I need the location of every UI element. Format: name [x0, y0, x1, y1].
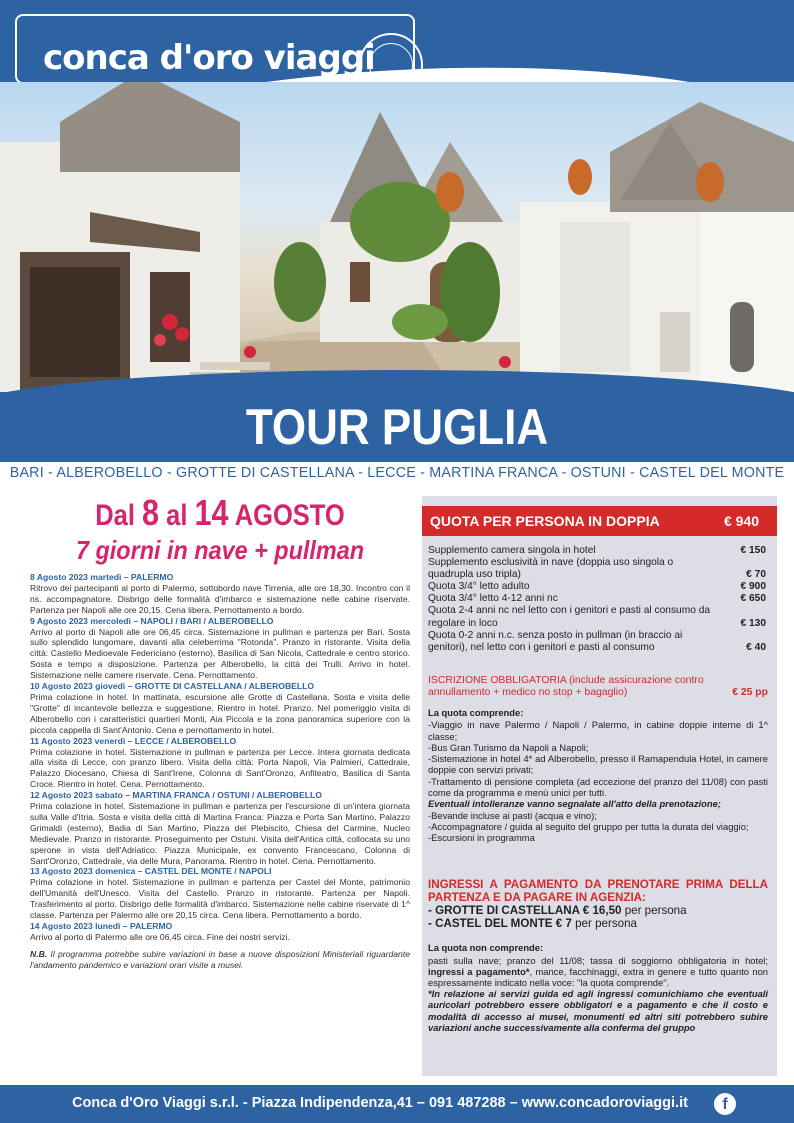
- note-label: N.B.: [30, 948, 48, 959]
- excluded-footnote: *In relazione ai servizi guida ed agli ingressi comunichiamo che eventuali auricolari potrebbero essere obbligatori e a pagamento e che il costo e modalità di accesso ai musei, monumenti ed altri siti potrebbero subire variazioni anche successivamente alla conferma del gruppo: [428, 988, 768, 1033]
- excluded-text-1: pasti sulla nave; pranzo del 11/08; tassa di soggiorno obbligatoria in hotel;: [428, 955, 768, 967]
- dates-month: AGOSTO: [228, 499, 345, 532]
- included-heading: La quota comprende:: [428, 707, 524, 718]
- entrance-item: [428, 904, 768, 917]
- supplement-desc: Quota 3/4° letto adulto: [428, 581, 530, 593]
- supplement-row: [428, 557, 766, 581]
- entrance-suffix: per persona: [571, 917, 637, 931]
- entrance-name: - CASTEL DEL MONTE € 7: [428, 917, 572, 931]
- entrance-item: [428, 917, 768, 930]
- disclaimer-note: [30, 949, 410, 971]
- trip-subtitle: 7 giorni in nave + pullman: [75, 535, 365, 565]
- day-text: Prima colazione in hotel. In mattinata, escursione alle Grotte di Castellana. Sosta e visita delle "Grotte" di incantevole bellezza e suggestione. Rientro in hotel. Pranzo. Nel pomeriggio visita di Alberobello con i caratteristici quartieri Monti, Aia Piccola e la zona panoramica superiore con la piccola cappella di Sant'Antonio. Cena e pernottamento in hotel.: [30, 691, 410, 735]
- itinerary: [30, 572, 410, 971]
- supplement-price: € 650: [740, 593, 766, 605]
- entrances-heading: INGRESSI A PAGAMENTO DA PRENOTARE PRIMA DELLA PARTENZA E DA PAGARE IN AGENZIA:: [428, 878, 768, 904]
- entrance-suffix: per persona: [621, 904, 687, 917]
- itinerary-day: [30, 616, 410, 681]
- itinerary-day: [30, 866, 410, 921]
- included-item: -Bevande incluse ai pasti (acqua e vino);: [428, 809, 597, 821]
- included-item: -Sistemazione in hotel 4* ad Alberobello, presso il Ramapendula Hotel, in camere doppie con servizi privati;: [428, 753, 768, 776]
- supplement-desc: Quota 3/4° letto 4-12 anni nc: [428, 593, 558, 605]
- main-price-value: € 940: [724, 513, 760, 529]
- included-item: -Accompagnatore / guida al seguito del gruppo per tutta la durata del viaggio;: [428, 820, 749, 832]
- footer: [0, 1085, 794, 1123]
- day-text: Arrivo al porto di Palermo alle ore 06,45 circa. Fine dei nostri servizi.: [30, 931, 290, 942]
- paid-entrances: [428, 878, 768, 931]
- tour-title: TOUR PUGLIA: [245, 399, 549, 455]
- dates-start: 8: [142, 492, 160, 533]
- supplement-desc: Supplemento esclusività in nave (doppia uso singola o quadrupla uso tripla): [428, 557, 674, 581]
- intolerance-note: Eventuali intolleranze vanno segnalate all'atto della prenotazione;: [428, 798, 721, 810]
- supplement-price: € 900: [740, 581, 766, 593]
- hero-photo: [0, 82, 794, 400]
- note-text: Il programma potrebbe subire variazioni in base a nuove disposizioni Ministeriali riguardante l'andamento pandemico e variazioni orari visite a musei.: [30, 948, 410, 970]
- dates-heading: [59, 492, 382, 534]
- included-item: -Bus Gran Turismo da Napoli a Napoli;: [428, 741, 589, 753]
- day-text: Prima colazione in hotel. Sistemazione in pullman e partenza per Castel del Monte, patrimonio dell'Umanità dell'Unesco. Visita del Castello. Pranzo in ristorante. Partenza per Napoli. Trasferimento al porto. Disbrigo delle formalità d'imbarco. Sistemazione nelle cabine riservate di 1^ classe. Partenza per Palermo alle ore 20,15 circa. Cena libera. Pernottamento a bordo.: [30, 877, 410, 921]
- itinerary-day: [30, 572, 410, 616]
- dates-pre: Dal: [95, 499, 143, 532]
- itinerary-day: [30, 921, 410, 943]
- excluded-section: [428, 942, 768, 1033]
- supplement-price: € 70: [746, 569, 766, 581]
- excluded-heading: La quota non comprende:: [428, 942, 544, 953]
- entrance-name: - GROTTE DI CASTELLANA € 16,50: [428, 904, 622, 917]
- day-text: Prima colazione in hotel. Sistemazione in pullman e partenza per l'escursione di un'intera giornata sulla Valle d'Itria. Sosta e visita della città di Martina Franca: Piazza e Porta San Martino, Palazzo Grimaldi (esterno), Badia di San Martino, Piazza del Plebiscito, Chiesa del Carmine, Nucleo Medievale. Pranzo in ristorante. Proseguimento per Ostuni. Visita dell'Antica città, collocata su uno sperone in vista dell'Adriatico: Piazza Municipale, ex convento Francescano, Colonna di Sant'Oronzo, Cattedrale, via delle Mura, Panorama. Rientro in hotel. Cena. Pernottamento.: [30, 801, 410, 866]
- supplement-price: € 130: [740, 617, 766, 629]
- day-title: 12 Agosto 2023 sabato – MARTINA FRANCA / OSTUNI / ALBEROBELLO: [30, 790, 322, 801]
- day-text: Arrivo al porto di Napoli alle ore 06,45 circa. Sistemazione in pullman e partenza per Bari. Sosta sullo splendido lungomare, davanti alla celeberrima "Rotonda". Pranzo in ristorante. Visita della città: Castello Medioevale Federiciano (esterno), Basilica di San Nicola, Cattedrale e centro storico. Sosta e tempo a disposizione. Partenza per Alberobello, la città dei Trulli. Arrivo in hotel. Sistemazione nelle camere riservate. Cena. Pernottamento.: [30, 626, 410, 681]
- day-title: 14 Agosto 2023 lunedì – PALERMO: [30, 921, 173, 931]
- insurance-price: € 25 pp: [732, 687, 768, 698]
- supplement-row: [428, 593, 766, 605]
- included-item: -Viaggio in nave Palermo / Napoli / Palermo, in cabine doppie interne di 1^ classe;: [428, 719, 768, 742]
- excluded-text-2: , mance, facchinaggi, extra in genere e tutto quanto non espressamente indicato nella voce: "la quota comprende".: [428, 966, 768, 989]
- supplement-desc: Quota 2-4 anni nc nel letto con i genitori e pasti al consumo da regolare in loco: [428, 605, 711, 629]
- route-line: BARI - ALBEROBELLO - GROTTE DI CASTELLANA - LECCE - MARTINA FRANCA - OSTUNI - CASTEL DEL MONTE: [9, 465, 785, 481]
- mandatory-insurance: [428, 675, 768, 700]
- supplement-row: [428, 605, 766, 629]
- supplement-row: [428, 545, 766, 557]
- supplement-desc: Quota 0-2 anni n.c. senza posto in pullman (in braccio ai genitori), nel letto con i genitori e pasti al consumo: [428, 629, 683, 653]
- main-price-label: QUOTA PER PERSONA IN DOPPIA: [430, 513, 660, 529]
- trulli-street-illustration: [0, 82, 794, 400]
- included-item: -Escursioni in programma: [428, 832, 535, 844]
- insurance-label: ISCRIZIONE OBBLIGATORIA (include assicurazione contro annullamento + medico no stop + bagaglio): [428, 675, 704, 699]
- supplement-price: € 150: [740, 545, 766, 556]
- footer-contact: Conca d'Oro Viaggi s.r.l. - Piazza Indipendenza,41 – 091 487288 – www.concadoroviaggi.it: [72, 1095, 688, 1111]
- excluded-text: [428, 955, 768, 988]
- day-title: 11 Agosto 2023 venerdì – LECCE / ALBEROBELLO: [30, 735, 237, 746]
- supplement-row: [428, 581, 766, 593]
- day-title: 8 Agosto 2023 martedì – PALERMO: [30, 572, 174, 582]
- facebook-icon[interactable]: f: [714, 1093, 736, 1115]
- itinerary-day: [30, 790, 410, 866]
- logo: [15, 14, 415, 84]
- itinerary-day: [30, 736, 410, 791]
- supplement-price: € 40: [746, 641, 766, 653]
- included-item: -Trattamento di pensione completa (ad eccezione del pranzo del 11/08) con pasti come da programma e menù unici per tutti.: [428, 775, 768, 799]
- day-text: Ritrovo dei partecipanti al porto di Palermo, sottobordo nave Tirrenia, alle ore 18,30. Incontro con il ns. accompagnatore. Disbrigo delle formalità d'imbarco e sistemazione nelle cabine riservate. Partenza per Napoli alle ore 20,15. Cena libera. Pernottamento a bordo.: [30, 582, 410, 615]
- logo-text: conca d'oro viaggi: [43, 38, 375, 78]
- price-box: [422, 496, 777, 1076]
- dates-mid: al: [159, 499, 195, 532]
- included-section: [428, 707, 768, 844]
- itinerary-day: [30, 681, 410, 736]
- main-price-banner: [422, 506, 777, 536]
- supplement-row: [428, 630, 766, 654]
- day-title: 13 Agosto 2023 domenica – CASTEL DEL MONTE / NAPOLI: [30, 866, 272, 877]
- supplements-table: [428, 545, 766, 654]
- supplement-desc: Supplemento camera singola in hotel: [428, 545, 596, 556]
- day-title: 9 Agosto 2023 mercoledì – NAPOLI / BARI / ALBEROBELLO: [30, 615, 274, 626]
- excluded-bold: ingressi a pagamento*: [428, 966, 530, 978]
- dates-end: 14: [194, 492, 229, 533]
- day-title: 10 Agosto 2023 giovedì – GROTTE DI CASTELLANA / ALBEROBELLO: [30, 681, 315, 692]
- day-text: Prima colazione in hotel. Sistemazione in pullman e partenza per Lecce. Intera giornata dedicata alla visita di Lecce, con pranzo libero. Visita della città: Porta Napoli, Via Palmieri, Cattedrale, Palazzo Diocesano, Chiesa di Sant'Irene, Colonna di Sant'Oronzo, Anfiteatro, Basilica di Santa Croce. Rientro in hotel. Cena. Pernottamento.: [30, 746, 410, 790]
